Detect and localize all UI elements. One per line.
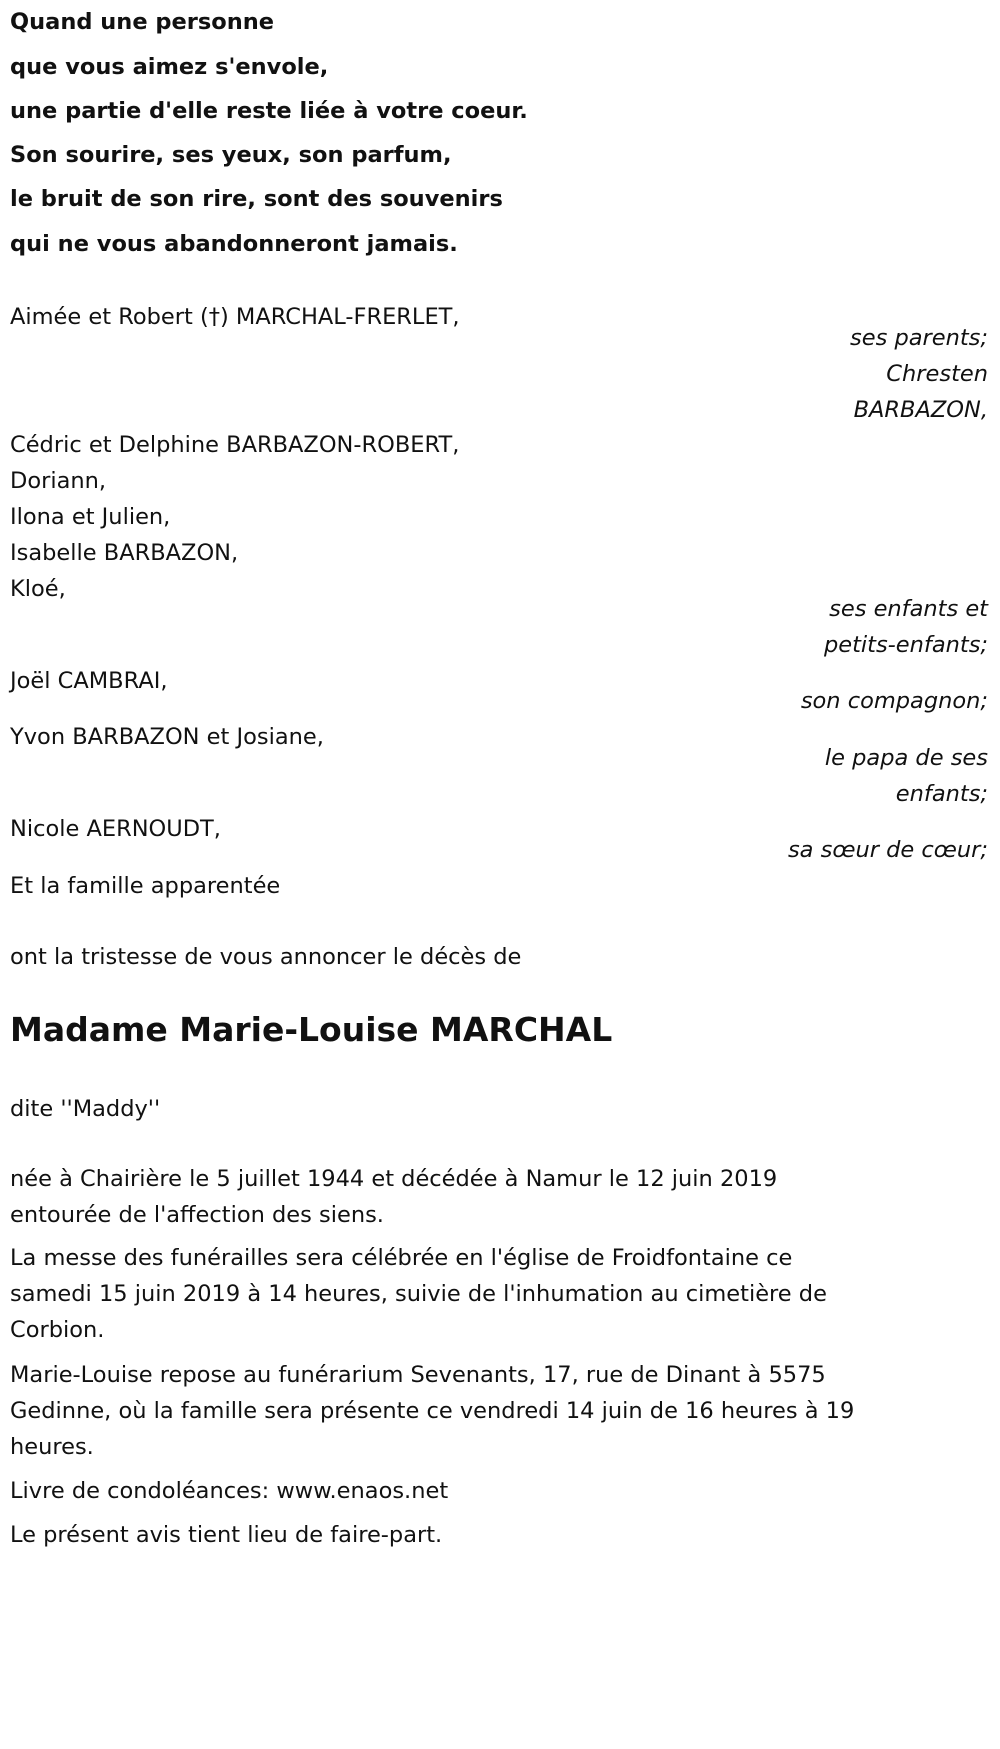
sister-role: sa sœur de cœur;	[787, 837, 988, 863]
family-line-5: Kloé,	[10, 576, 66, 602]
child-name-line-1: Chresten	[886, 361, 988, 387]
papa-role-line-2: enfants;	[895, 781, 988, 807]
extended-family: Et la famille apparentée	[10, 873, 281, 899]
deceased-name: Madame Marie-Louise MARCHAL	[10, 1010, 613, 1049]
papa-names: Yvon BARBAZON et Josiane,	[10, 724, 324, 750]
rest-line-1: Marie-Louise repose au funérarium Sevenants, 17, rue de Dinant à 5575	[10, 1362, 826, 1388]
poem-line-6: qui ne vous abandonneront jamais.	[10, 231, 458, 257]
poem-line-5: le bruit de son rire, sont des souvenirs	[10, 186, 503, 212]
mass-line-1: La messe des funérailles sera célébrée en l'église de Froidfontaine ce	[10, 1245, 793, 1271]
children-role-line-1: ses enfants et	[829, 596, 988, 622]
parents-names: Aimée et Robert (†) MARCHAL-FRERLET,	[10, 304, 460, 330]
children-role-line-2: petits-enfants;	[823, 632, 988, 658]
mass-line-2: samedi 15 juin 2019 à 14 heures, suivie de l'inhumation au cimetière de	[10, 1281, 827, 1307]
papa-role-line-1: le papa de ses	[824, 745, 988, 771]
family-line-1: Cédric et Delphine BARBAZON-ROBERT,	[10, 432, 460, 458]
announcement: ont la tristesse de vous annoncer le décès de	[10, 944, 522, 970]
companion-role: son compagnon;	[800, 688, 988, 714]
notice-text: Le présent avis tient lieu de faire-part.	[10, 1522, 443, 1548]
birth-death-line-2: entourée de l'affection des siens.	[10, 1202, 384, 1228]
poem-line-2: que vous aimez s'envole,	[10, 54, 329, 80]
family-line-3: Ilona et Julien,	[10, 504, 171, 530]
poem-line-4: Son sourire, ses yeux, son parfum,	[10, 142, 452, 168]
sister-name: Nicole AERNOUDT,	[10, 816, 221, 842]
poem-line-1: Quand une personne	[10, 9, 275, 35]
rest-line-2: Gedinne, où la famille sera présente ce vendredi 14 juin de 16 heures à 19	[10, 1398, 855, 1424]
birth-death-line-1: née à Chairière le 5 juillet 1944 et décédée à Namur le 12 juin 2019	[10, 1166, 778, 1192]
rest-line-3: heures.	[10, 1434, 94, 1460]
poem-line-3: une partie d'elle reste liée à votre coeur.	[10, 98, 528, 124]
family-line-4: Isabelle BARBAZON,	[10, 540, 239, 566]
nickname: dite ''Maddy''	[10, 1096, 161, 1122]
child-name-line-2: BARBAZON,	[853, 397, 988, 423]
condolences-link[interactable]: Livre de condoléances: www.enaos.net	[10, 1478, 449, 1504]
mass-line-3: Corbion.	[10, 1317, 105, 1343]
family-line-2: Doriann,	[10, 468, 107, 494]
parents-role: ses parents;	[850, 325, 988, 351]
companion-name: Joël CAMBRAI,	[10, 668, 168, 694]
